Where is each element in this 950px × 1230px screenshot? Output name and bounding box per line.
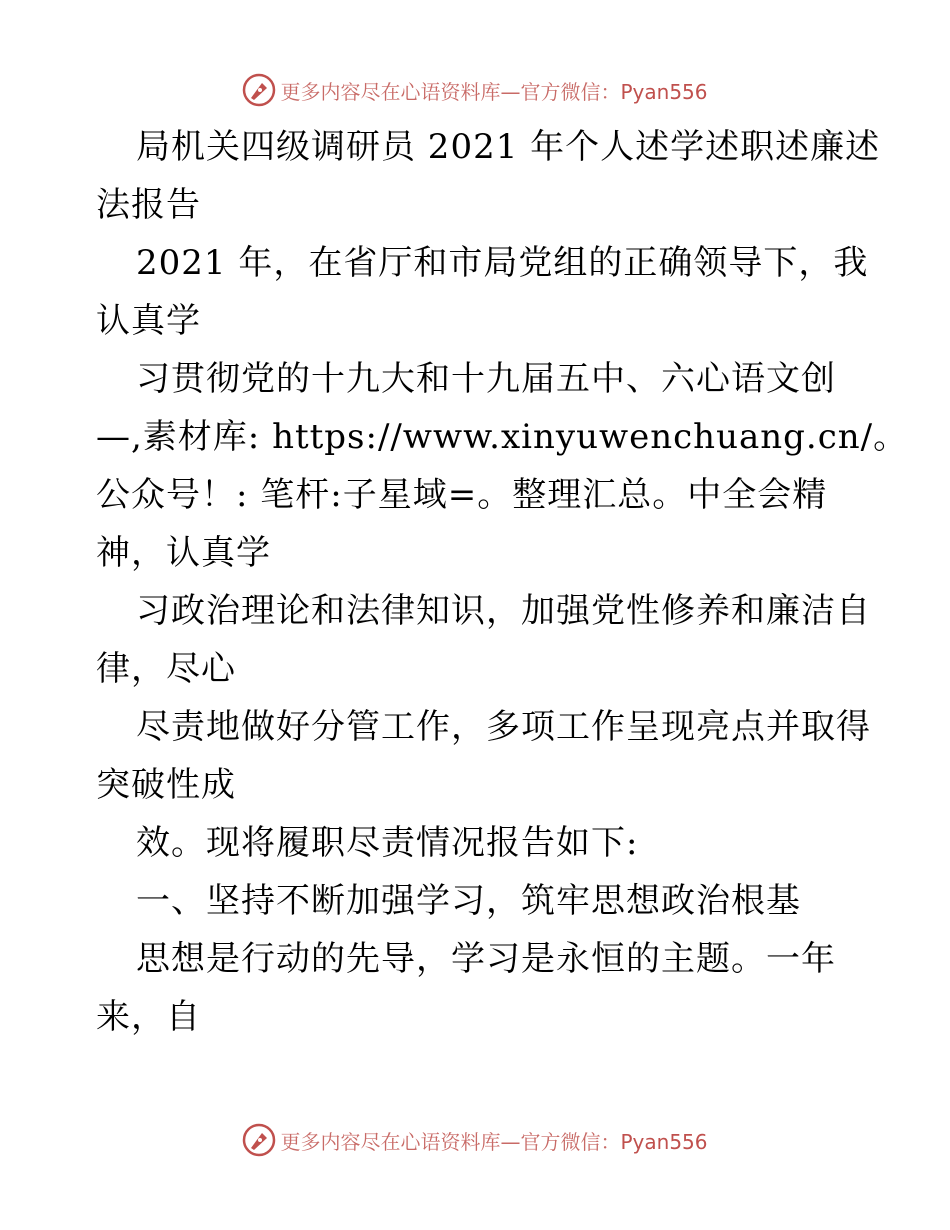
paragraph-line: —,素材库: https://www.xinyuwenchuang.cn/。 — [96, 417, 909, 457]
paragraph-line: 尽责地做好分管工作，多项工作呈现亮点并取得 — [136, 707, 871, 747]
paragraph-line: 来，自 — [96, 997, 201, 1037]
title-line-2: 法报告 — [96, 185, 201, 225]
banner-text — [280, 1126, 707, 1155]
banner-text — [280, 76, 707, 105]
document-body — [96, 118, 909, 1046]
banner-wechat-id: Pyan556 — [620, 79, 708, 104]
title-line-1: 局机关四级调研员 2021 年个人述学述职述廉述 — [136, 127, 881, 167]
paragraph-line: 律，尽心 — [96, 649, 236, 689]
section-heading: 一、坚持不断加强学习，筑牢思想政治根基 — [136, 881, 801, 921]
paragraph-line: 神，认真学 — [96, 533, 271, 573]
footer-banner — [0, 1120, 950, 1160]
paragraph-line: 思想是行动的先导，学习是永恒的主题。一年 — [136, 939, 836, 979]
paragraph-line: 认真学 — [96, 301, 201, 341]
pen-nib-logo-icon — [242, 73, 276, 107]
paragraph-line: 公众号！: 笔杆:子星域=。整理汇总。中全会精 — [96, 475, 828, 515]
banner-wechat-id: Pyan556 — [620, 1129, 708, 1154]
header-banner — [0, 70, 950, 110]
paragraph-line: 2021 年，在省厅和市局党组的正确领导下，我 — [136, 243, 869, 283]
paragraph-line: 突破性成 — [96, 765, 236, 805]
paragraph-line: 效。现将履职尽责情况报告如下: — [136, 823, 639, 863]
paragraph-line: 习政治理论和法律知识，加强党性修养和廉洁自 — [136, 591, 871, 631]
banner-label: 更多内容尽在心语资料库—官方微信： — [280, 1129, 621, 1154]
paragraph-line: 习贯彻党的十九大和十九届五中、六心语文创 — [136, 359, 836, 399]
pen-nib-logo-icon — [242, 1123, 276, 1157]
banner-label: 更多内容尽在心语资料库—官方微信： — [280, 79, 621, 104]
